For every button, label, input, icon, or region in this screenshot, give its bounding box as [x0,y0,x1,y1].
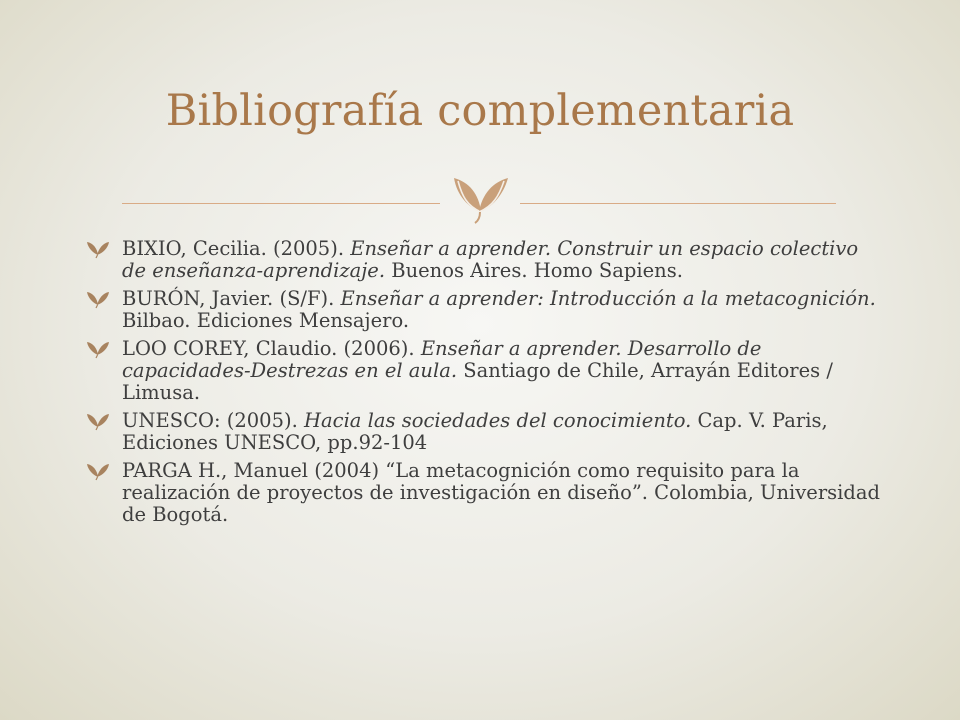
title-divider-right [520,203,836,204]
leaf-bullet-icon [84,461,112,481]
reference-publisher: Cap. V. Paris, Ediciones UNESCO, pp.92-104 [122,409,828,454]
reference-title: Enseñar a aprender. Construir un espacio colectivo de enseñanza-aprendizaje. [122,237,859,282]
list-item [84,288,884,332]
reference-title: Enseñar a aprender: Introducción a la metacognición. [340,287,876,310]
reference-author: PARGA H., Manuel (2004) “La metacognición como requisito para la realización de proyectos de investigación en diseño”. Colombia, Universidad de Bogotá. [122,459,880,526]
bibliography-list [84,238,884,532]
list-item [84,460,884,526]
reference-author: BIXIO, Cecilia. (2005). [122,237,345,260]
double-leaf-ornament-icon [443,166,519,226]
leaf-bullet-icon [84,411,112,431]
reference-author: LOO COREY, Claudio. (2006). [122,337,415,360]
reference-publisher: Buenos Aires. Homo Sapiens. [391,259,683,282]
reference-author: UNESCO: (2005). [122,409,298,432]
leaf-bullet-icon [84,239,112,259]
leaf-bullet-icon [84,339,112,359]
reference-publisher: Bilbao. Ediciones Mensajero. [122,309,410,332]
reference-title: Enseñar a aprender. Desarrollo de capacidades-Destrezas en el aula. [122,337,762,382]
leaf-bullet-icon [84,289,112,309]
title-divider-left [122,203,440,204]
list-item [84,338,884,404]
list-item [84,238,884,282]
list-item [84,410,884,454]
slide-title: Bibliografía complementaria [165,86,795,136]
reference-author: BURÓN, Javier. (S/F). [122,287,335,310]
reference-publisher: Santiago de Chile, Arrayán Editores / Limusa. [122,359,833,404]
reference-title: Hacia las sociedades del conocimiento. [304,409,692,432]
